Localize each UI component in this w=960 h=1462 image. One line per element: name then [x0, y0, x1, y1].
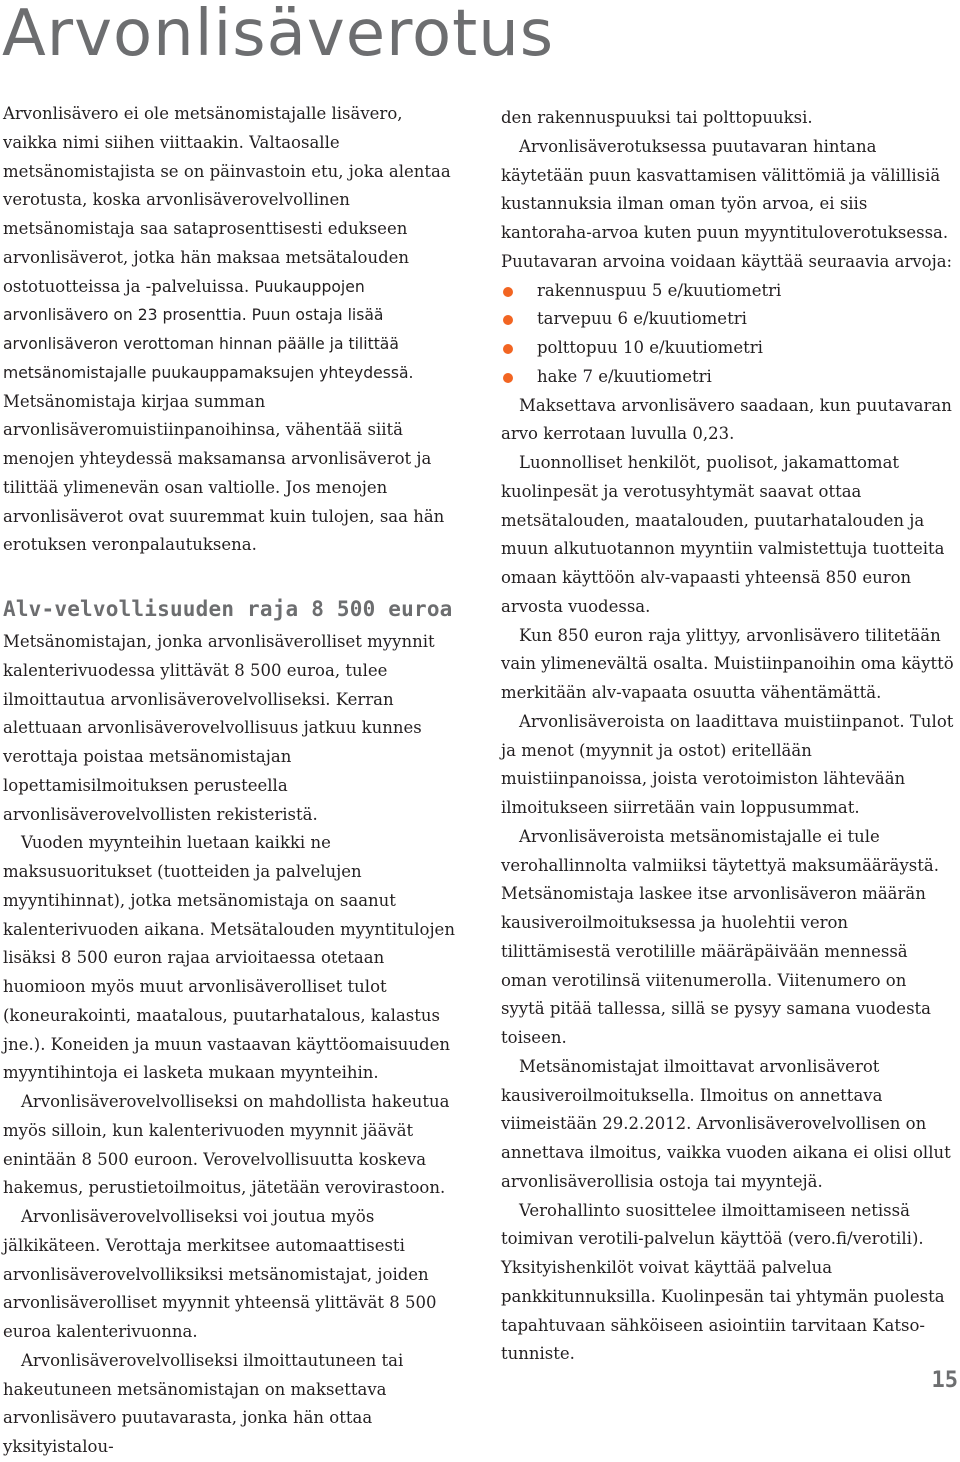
section-heading: Alv-velvollisuuden raja 8 500 euroa: [3, 597, 453, 621]
list-item-label: polttopuu 10 e/kuutiometri: [537, 338, 763, 357]
bullet-dot-icon: [503, 315, 513, 325]
left-paragraph-2: Metsänomistajan, jonka arvonlisäverolliset myynnit kalenterivuodessa ylittävät 8 500 euroa, tulee ilmoittautua arvonlisäverovelvolliseksi. Kerran alettuaan arvonlisäverovelvollisuus jatkuu kunnes verottaja poistaa metsänomistajan lopettamisilmoituksen perusteella arvonlisäverovelvollisten rekisteristä.: [3, 632, 435, 824]
left-column: [3, 100, 455, 1462]
right-paragraph-4: Luonnolliset henkilöt, puolisot, jakamattomat kuolinpesät ja verotusyhtymät saavat ottaa metsätalouden, maatalouden, puutarhatalouden ja muun alkutuotannon myyntiin valmistettuja tuotteita omaan käyttöön alv-vapaasti yhteensä 850 euron arvosta vuodessa.: [501, 453, 945, 616]
page-number: 15: [931, 1368, 958, 1393]
page-title: Arvonlisäverotus: [2, 0, 555, 71]
intro-sentence-1: Arvonlisävero ei ole metsänomistajalle lisävero, vaikka nimi siihen viittaakin.: [3, 104, 403, 152]
intro-sentence-3: Puukauppojen arvonlisävero on 23 prosenttia. Puun ostaja lisää arvonlisäveron verottoman hinnan päälle ja tilittää metsänomistajalle puukauppamaksujen yhteydessä.: [3, 277, 414, 382]
right-paragraph-7: Arvonlisäveroista metsänomistajalle ei tule verohallinnolta valmiiksi täytettyä maksumääräystä. Metsänomistaja laskee itse arvonlisäveron määrän kausiveroilmoituksessa ja huolehtii veron tilittämisestä verotilille määräpäivään mennessä oman verotilinsä viitenumerolla. Viitenumero on syytä pitää tallessa, sillä se pysyy samana vuodesta toiseen.: [501, 826, 939, 1047]
left-paragraph-6: Arvonlisäverovelvolliseksi ilmoittautuneen tai hakeutuneen metsänomistajan on maksettava arvonlisävero puutavarasta, jonka hän ottaa yksityistalou-: [3, 1350, 404, 1456]
list-item: [501, 334, 955, 363]
bullet-dot-icon: [503, 287, 513, 297]
right-paragraph-5: Kun 850 euron raja ylittyy, arvonlisävero tilitetään vain ylimenevältä osalta. Muistiinpanoihin oma käyttö merkitään alv-vapaata osuutta vähentämättä.: [501, 625, 954, 702]
intro-sentence-4: Metsänomistaja kirjaa summan arvonlisäveromuistiinpanoihinsa, vähentää siitä menojen yhteydessä maksamansa arvonlisäverot ja tilittää ylimenevän osan valtiolle. Jos menojen arvonlisäverot ovat suuremmat kuin tulojen, saa hän erotuksen veronpalautuksena.: [3, 391, 445, 555]
list-item-label: tarvepuu 6 e/kuutiometri: [537, 309, 747, 329]
left-paragraph-3: Vuoden myynteihin luetaan kaikki ne maksusuoritukset (tuotteiden ja palvelujen myyntihinnat), jotka metsänomistaja on saanut kalenterivuoden aikana. Metsätalouden myyntitulojen lisäksi 8 500 euron rajaa arvioitaessa otetaan huomioon myös muut arvonlisäverolliset tulot (koneurakointi, maatalous, puutarhatalous, kalastus jne.). Koneiden ja muun vastaavan käyttöomaisuuden myyntihintoja ei lasketa mukaan myynteihin.: [3, 833, 455, 1083]
bullet-dot-icon: [503, 344, 513, 354]
list-item: [501, 277, 955, 306]
list-item: [501, 363, 955, 392]
right-paragraph-9: Verohallinto suosittelee ilmoittamiseen netissä toimivan verotili-palvelun käyttöä (vero.fi/verotili). Yksityishenkilöt voivat käyttää palvelua pankkitunnuksilla. Kuolinpesän tai yhtymän puolesta tapahtuvaan sähköiseen asiointiin tarvitaan Katso-tunniste.: [501, 1200, 945, 1364]
right-paragraph-1: den rakennuspuuksi tai polttopuuksi.: [501, 108, 813, 127]
right-paragraph-8: Metsänomistajat ilmoittavat arvonlisäverot kausiveroilmoituksella. Ilmoitus on annettava viimeistään 29.2.2012. Arvonlisäverovelvollisen on annettava ilmoitus, vaikka vuoden aikana ei olisi ollut arvonlisäverollisia ostoja tai myyntejä.: [501, 1056, 951, 1191]
right-paragraph-6: Arvonlisäveroista on laadittava muistiinpanot. Tulot ja menot (myynnit ja ostot) eritellään muistiinpanoissa, joista verotoimiston lähtevään ilmoitukseen siirretään vain loppusummat.: [501, 711, 954, 817]
right-column: [501, 104, 955, 1369]
right-paragraph-3: Maksettava arvonlisävero saadaan, kun puutavaran arvo kerrotaan luvulla 0,23.: [501, 395, 952, 444]
intro-sentence-2: Valtaosalle metsänomistajista se on päinvastoin etu, joka alentaa verotusta, koska arvonlisäverovelvollinen metsänomistaja saa sataprosenttisesti edukseen arvonlisäverot, jotka hän maksaa metsätalouden ostotuotteissa ja -palveluissa.: [3, 132, 451, 296]
left-paragraph-4: Arvonlisäverovelvolliseksi on mahdollista hakeutua myös silloin, kun kalenterivuoden myynnit jäävät enintään 8 500 euroon. Verovelvollisuutta koskeva hakemus, perustietoilmoitus, jätetään verovirastoon.: [3, 1092, 450, 1198]
wood-value-list: [501, 277, 955, 392]
bullet-dot-icon: [503, 373, 513, 383]
list-item: [501, 305, 955, 334]
intro-paragraph: [3, 100, 455, 560]
list-item-label: hake 7 e/kuutiometri: [537, 366, 712, 386]
right-paragraph-2: Arvonlisäverotuksessa puutavaran hintana käytetään puun kasvattamisen välittömiä ja välillisiä kustannuksia ilman oman työn arvoa, ei siis kantoraha-arvoa kuten puun myyntituloverotuksessa. Puutavaran arvoina voidaan käyttää seuraavia arvoja:: [501, 136, 953, 271]
left-paragraph-5: Arvonlisäverovelvolliseksi voi joutua myös jälkikäteen. Verottaja merkitsee automaattisesti arvonlisäverovelvolliksiksi metsänomistajat, joiden arvonlisäverolliset myynnit yhteensä ylittävät 8 500 euroa kalenterivuonna.: [3, 1207, 437, 1341]
list-item-label: rakennuspuu 5 e/kuutiometri: [537, 280, 782, 300]
